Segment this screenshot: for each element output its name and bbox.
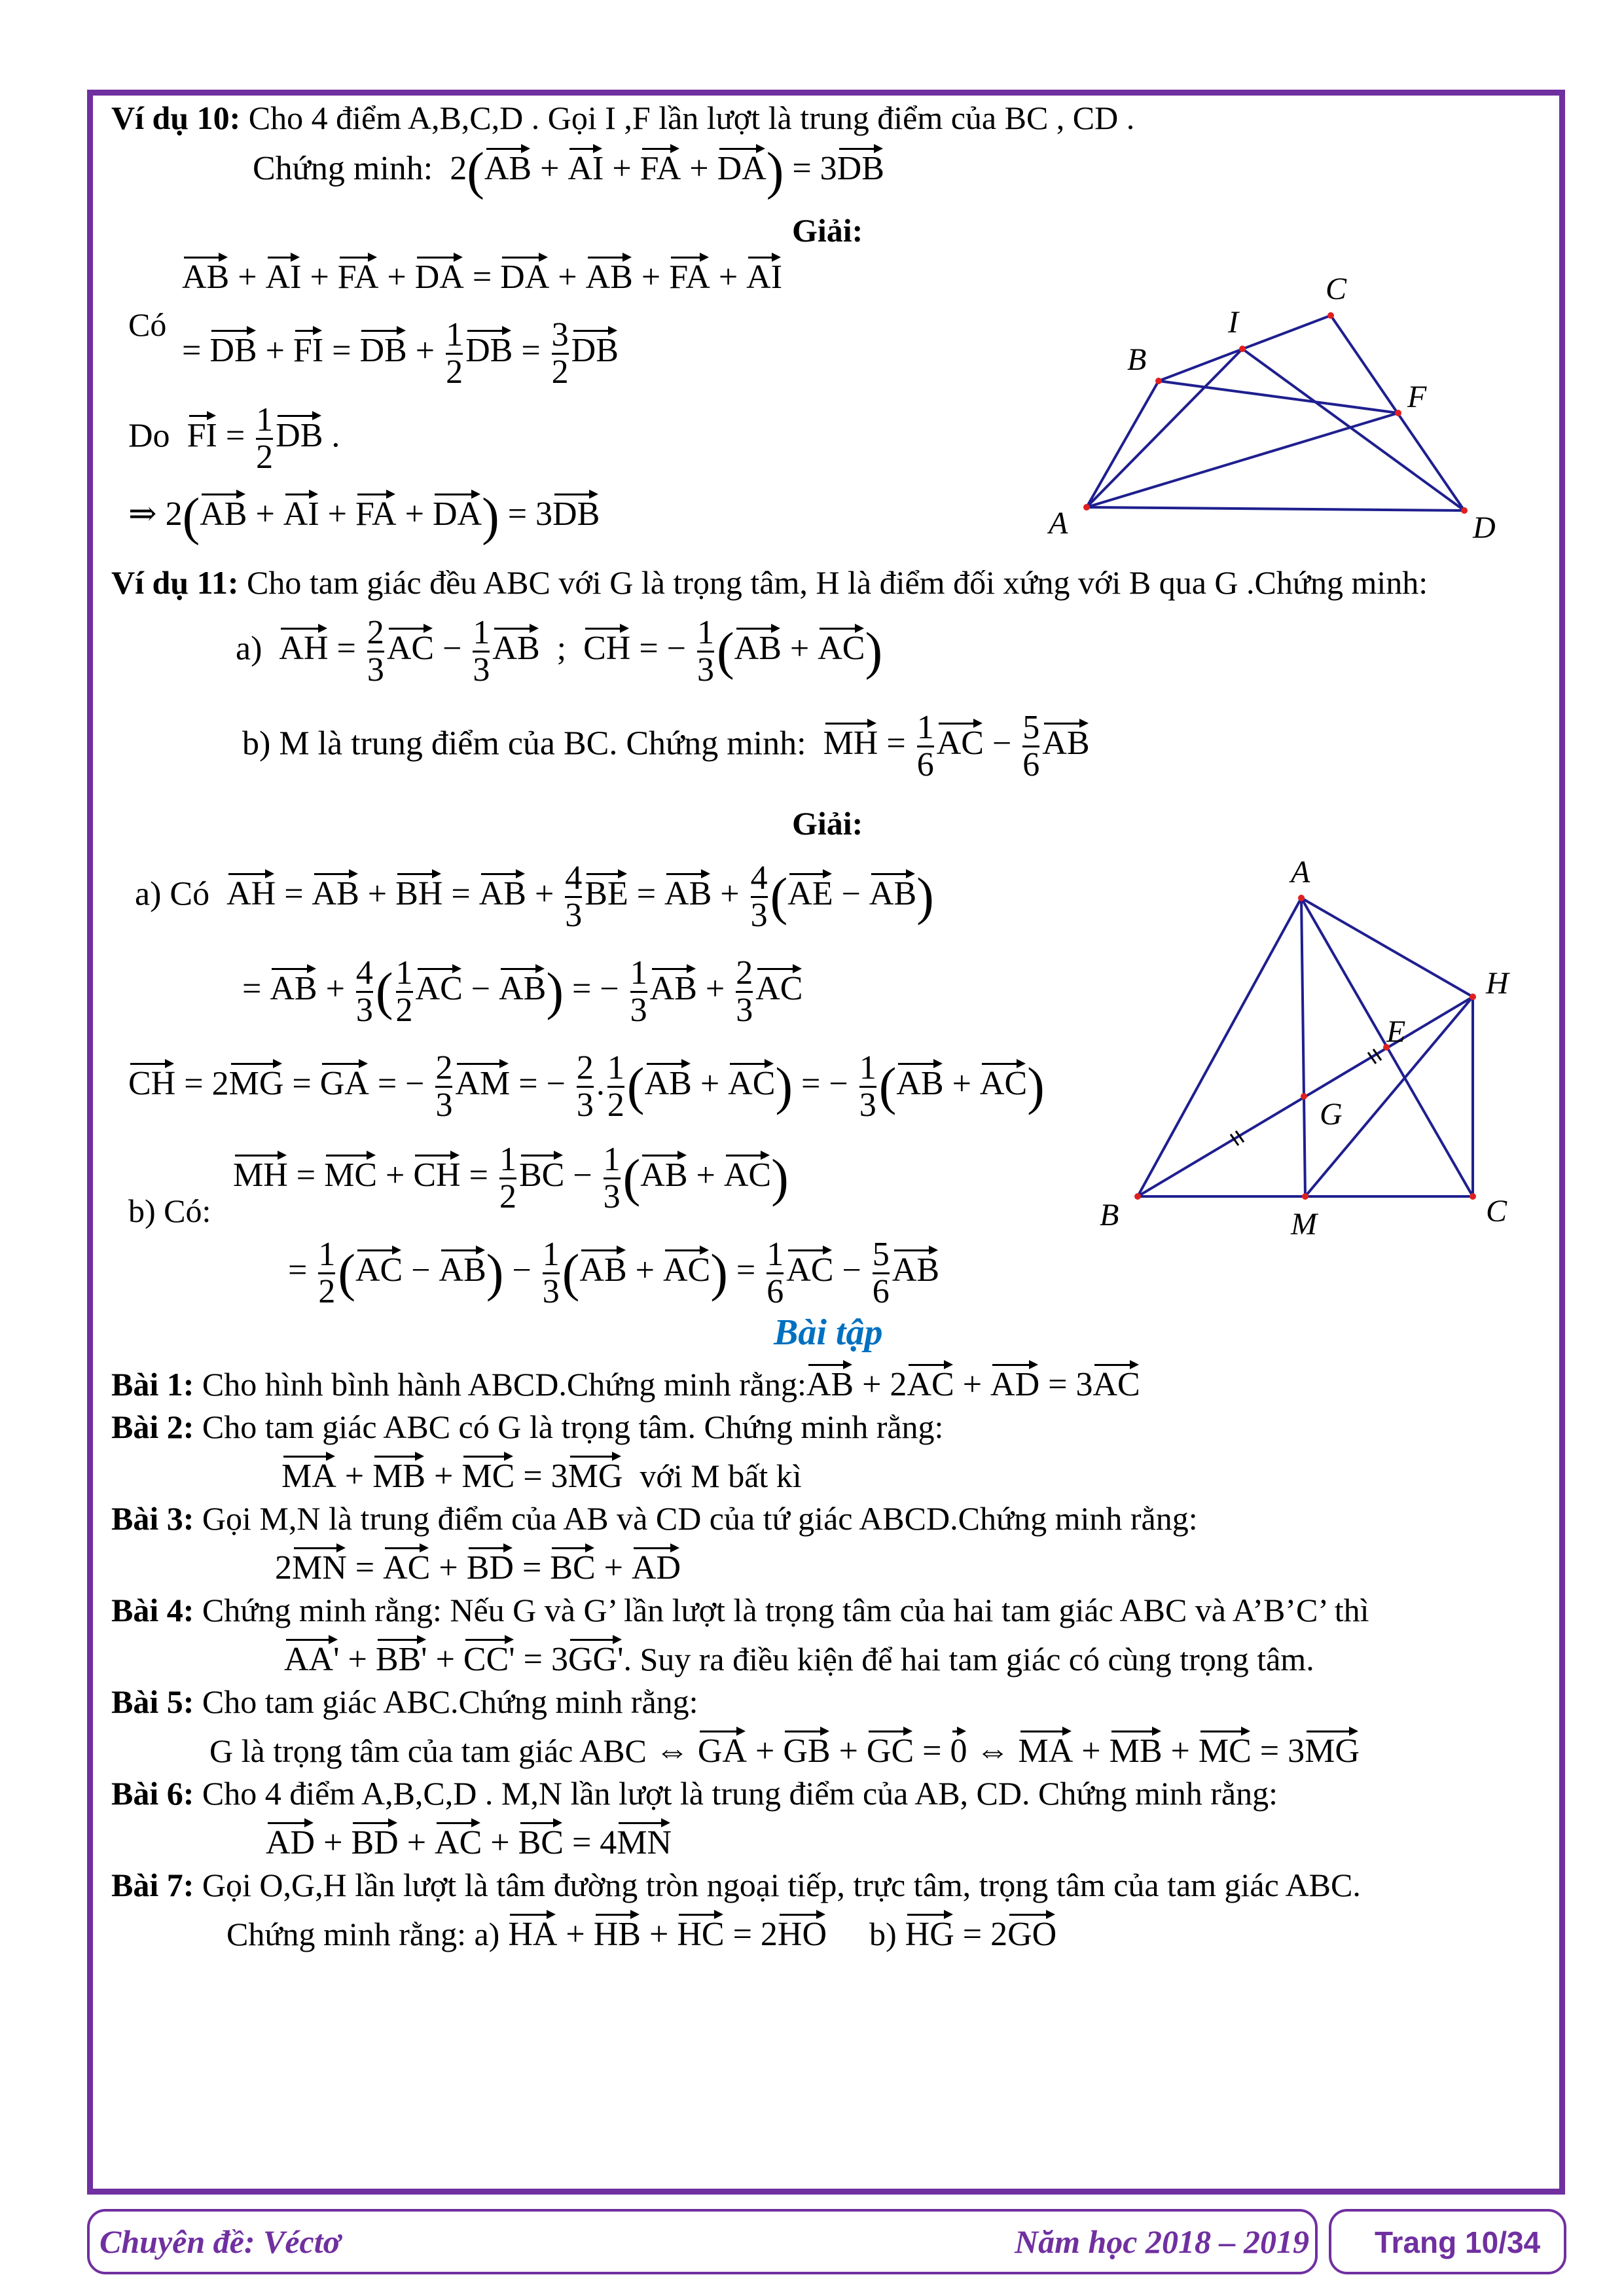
- equation-line: = $\frac{1}{2}$ (AC − AB) − $\frac{1}{3}$ (AB + AC) = $\frac{1}{6}$ AC − $\frac{5}{6}$ AB: [288, 1236, 940, 1310]
- prove-label: Chứng minh:: [253, 150, 433, 187]
- exercise-6: [111, 1774, 1278, 1813]
- equation-line: Do FI = $\frac{1}{2}$ DB .: [128, 401, 340, 476]
- exercise-2-formula: MA + MB + MC = 3MG với M bất kì: [281, 1453, 802, 1496]
- equation-line: MH = MC + CH = $\frac{1}{2}$ BC − $\frac{1}{3}$ (AB + AC): [233, 1141, 789, 1215]
- point-label: A: [1291, 855, 1310, 889]
- exercise-7: [111, 1865, 1361, 1905]
- footer-year: Năm học 2018 – 2019: [1015, 2223, 1309, 2260]
- exercise-text: Cho tam giác ABC có G là trọng tâm. Chứng minh rằng:: [202, 1408, 944, 1445]
- point-label: F: [1407, 380, 1427, 414]
- equation-line: = AB + $\frac{4}{3}$ ( $\frac{1}{2}$ AC − AB) = − $\frac{1}{3}$ AB + $\frac{2}{3}$ AC: [242, 954, 803, 1029]
- example-11-part-b: b) M là trung điểm của BC. Chứng minh: MH = $\frac{1}{6}$ AC − $\frac{5}{6}$ AB: [242, 709, 1090, 783]
- point-label: A: [1049, 506, 1068, 541]
- do-label: Do: [128, 417, 170, 455]
- exercise-note: b): [869, 1916, 897, 1952]
- example-10-claim: Chứng minh: 2(AB + AI + FA + DA) = 3DB: [253, 143, 884, 201]
- exercise-label: Bài 6:: [111, 1775, 194, 1812]
- figure-quadrilateral: [1047, 262, 1519, 550]
- equation-line: CH = 2MG = GA = − $\frac{2}{3}$ AM = − $\frac{2}{3}$ . $\frac{1}{2}$ (AB + AC) = − $\frac{1}{3}$ (AB + AC): [128, 1049, 1045, 1124]
- exercise-text: Chứng minh rằng: Nếu G và G’ lần lượt là trọng tâm của hai tam giác ABC và A’B’C’ thì: [202, 1592, 1369, 1628]
- exercises-title: Bài tập: [774, 1312, 883, 1353]
- exercise-5-formula: G là trọng tâm của tam giác ABC ⇔ GA + GB + GC = 0 ⇔ MA + MB + MC = 3MG: [209, 1728, 1360, 1771]
- equation-line: ⇒ 2(AB + AI + FA + DA) = 3DB: [128, 488, 600, 547]
- point-label: G: [1320, 1097, 1343, 1132]
- figure-triangle: [1087, 844, 1519, 1263]
- exercise-5: [111, 1682, 698, 1721]
- exercise-text: Cho tam giác ABC.Chứng minh rằng:: [202, 1683, 698, 1720]
- exercise-4: [111, 1590, 1369, 1630]
- exercise-2: [111, 1407, 943, 1446]
- exercise-3: [111, 1499, 1198, 1538]
- solution-heading: Giải:: [792, 212, 863, 249]
- exercise-text: Gọi O,G,H lần lượt là tâm đường tròn ngoại tiếp, trực tâm, trọng tâm của tam giác ABC.: [202, 1867, 1361, 1903]
- footer-topic: Chuyên đề: Véctơ: [99, 2223, 341, 2260]
- point-label: E: [1386, 1014, 1406, 1049]
- part-label: b) Có:: [128, 1193, 211, 1229]
- exercise-label: Bài 1:: [111, 1366, 194, 1403]
- equation-line: a) Có AH = AB + BH = AB + $\frac{4}{3}$ BE = AB + $\frac{4}{3}$ (AE − AB): [135, 859, 934, 934]
- exercise-note: . Suy ra điều kiện để hai tam giác có cùng trọng tâm.: [623, 1641, 1314, 1677]
- page-number: Trang 10/34: [1375, 2225, 1541, 2259]
- example-text: Cho tam giác đều ABC với G là trọng tâm, H là điểm đối xứng với B qua G .Chứng minh:: [247, 564, 1428, 601]
- example-label: Ví dụ 10:: [111, 99, 241, 136]
- exercise-4-formula: AA' + BB' + CC' = 3GG'. Suy ra điều kiện để hai tam giác có cùng trọng tâm.: [284, 1636, 1314, 1679]
- point-label: H: [1486, 966, 1509, 1001]
- exercise-note: với M bất kì: [640, 1458, 802, 1494]
- point-label: M: [1291, 1207, 1317, 1242]
- point-label: C: [1326, 272, 1347, 306]
- point-label: I: [1228, 305, 1238, 340]
- example-text: Cho 4 điểm A,B,C,D . Gọi I ,F lần lượt là trung điểm của BC , CD .: [248, 99, 1135, 136]
- co-label: Có: [128, 306, 167, 343]
- exercise-6-formula: AD + BD + AC + BC = 4MN: [266, 1820, 672, 1863]
- exercise-label: Bài 2:: [111, 1408, 194, 1445]
- equation-line: = DB + FI = DB + $\frac{1}{2}$ DB = $\frac{3}{2}$ DB: [182, 316, 619, 391]
- exercise-text: Gọi M,N là trung điểm của AB và CD của tứ giác ABCD.Chứng minh rằng:: [202, 1500, 1198, 1537]
- example-11-part-a: a) AH = $\frac{2}{3}$ AC − $\frac{1}{3}$ AB ; CH = − $\frac{1}{3}$ (AB + AC): [236, 614, 883, 689]
- exercise-text: Cho 4 điểm A,B,C,D . M,N lần lượt là trung điểm của AB, CD. Chứng minh rằng:: [202, 1775, 1278, 1812]
- part-b-text: b) M là trung điểm của BC. Chứng minh:: [242, 725, 806, 762]
- example-11-statement: [111, 563, 1428, 602]
- exercise-note: G là trọng tâm của tam giác ABC: [209, 1732, 647, 1769]
- point-label: C: [1486, 1194, 1507, 1229]
- exercise-label: Bài 4:: [111, 1592, 194, 1628]
- example-label: Ví dụ 11:: [111, 564, 239, 601]
- equation-line: AB + AI + FA + DA = DA + AB + FA + AI: [182, 254, 782, 297]
- exercise-label: Bài 5:: [111, 1683, 194, 1720]
- exercise-3-formula: 2MN = AC + BD = BC + AD: [275, 1545, 681, 1588]
- exercise-7-formula: Chứng minh rằng: a) HA + HB + HC = 2HO b) HG = 2GO: [226, 1911, 1056, 1954]
- point-label: D: [1473, 511, 1496, 545]
- exercise-text: Cho hình bình hành ABCD.Chứng minh rằng:: [202, 1366, 806, 1403]
- implies-symbol: ⇒: [128, 495, 157, 533]
- exercise-1: Bài 1: Cho hình bình hành ABCD.Chứng minh rằng:AB + 2AC + AD = 3AC: [111, 1361, 1140, 1405]
- point-label: B: [1100, 1198, 1119, 1232]
- part-label: a): [236, 630, 262, 668]
- example-10-statement: [111, 98, 1134, 137]
- exercise-label: Bài 3:: [111, 1500, 194, 1537]
- exercise-label: Bài 7:: [111, 1867, 194, 1903]
- exercise-note: Chứng minh rằng: a): [226, 1916, 500, 1952]
- solution-heading: Giải:: [792, 805, 863, 842]
- part-label: a) Có: [135, 875, 210, 913]
- point-label: B: [1127, 342, 1147, 377]
